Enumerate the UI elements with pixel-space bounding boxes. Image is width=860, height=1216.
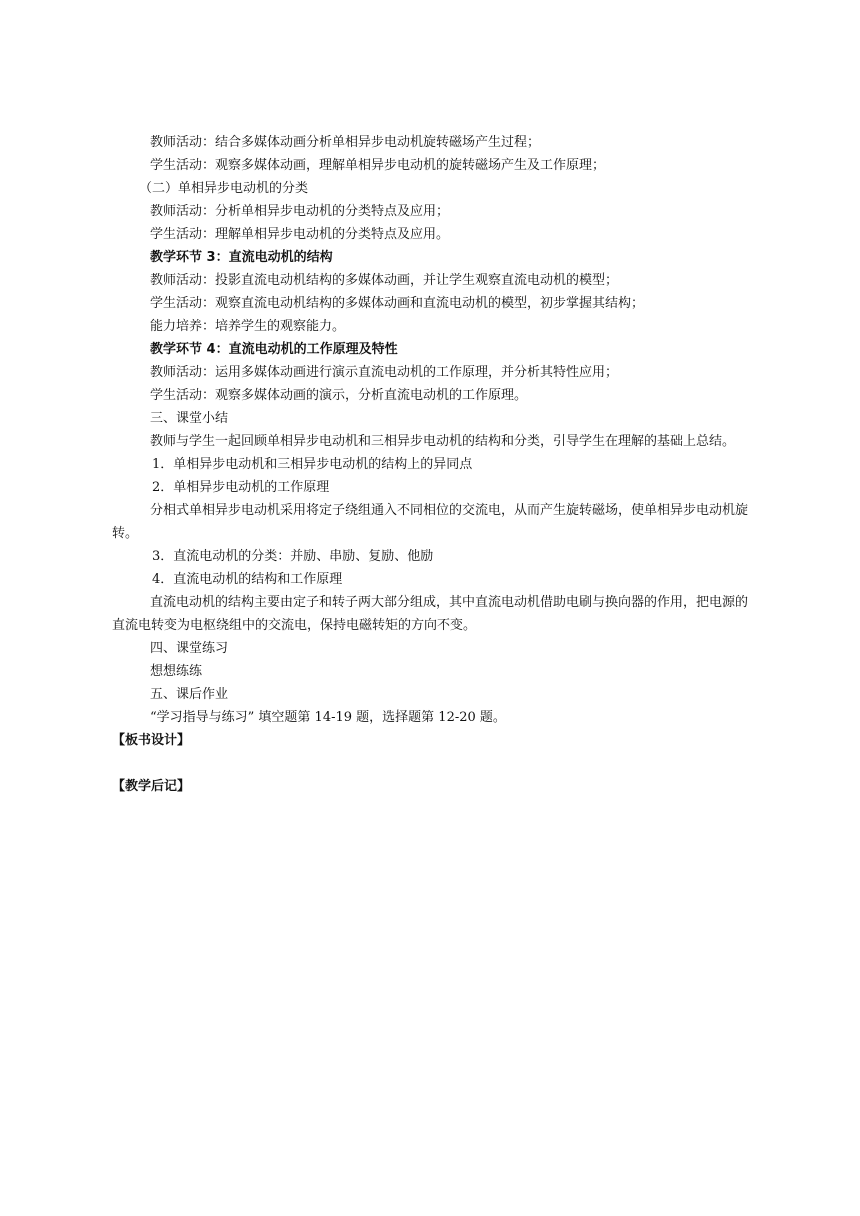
document-body xyxy=(112,131,748,798)
text-line: 想想练练 xyxy=(150,664,203,679)
list-item: 4．直流电动机的结构和工作原理 xyxy=(152,572,343,587)
paragraph: 分相式单相异步电动机采用将定子绕组通入不同相位的交流电，从而产生旋转磁场，使单相异步电动机旋转。 xyxy=(112,503,749,541)
paragraph: 直流电动机的结构主要由定子和转子两大部分组成，其中直流电动机借助电刷与换向器的作用，把电源的直流电转变为电枢绕组中的交流电，保持电磁转矩的方向不变。 xyxy=(112,595,749,633)
text-line: 能力培养：培养学生的观察能力。 xyxy=(150,319,346,334)
text-line: 教师活动：运用多媒体动画进行演示直流电动机的工作原理，并分析其特性应用； xyxy=(150,365,619,380)
section-heading: 教学环节 4：直流电动机的工作原理及特性 xyxy=(150,342,398,357)
text-line: 教师活动：结合多媒体动画分析单相异步电动机旋转磁场产生过程； xyxy=(150,135,541,150)
paragraph: 教师与学生一起回顾单相异步电动机和三相异步电动机的结构和分类，引导学生在理解的基础上总结。 xyxy=(150,434,736,449)
text-line: “学习指导与练习” 填空题第 14-19 题，选择题第 12-20 题。 xyxy=(150,710,506,725)
section-heading: 教学环节 3：直流电动机的结构 xyxy=(150,250,333,265)
blank-space xyxy=(112,752,748,775)
section-title: 三、课堂小结 xyxy=(150,411,229,426)
teaching-notes-heading: 【教学后记】 xyxy=(112,779,191,794)
board-design-heading: 【板书设计】 xyxy=(112,733,191,748)
text-line: 学生活动：理解单相异步电动机的分类特点及应用。 xyxy=(150,227,450,242)
section-subheading: （二）单相异步电动机的分类 xyxy=(139,181,309,196)
text-line: 学生活动：观察多媒体动画的演示，分析直流电动机的工作原理。 xyxy=(150,388,528,403)
list-item: 3．直流电动机的分类：并励、串励、复励、他励 xyxy=(152,549,434,564)
section-title: 五、课后作业 xyxy=(150,687,229,702)
text-line: 学生活动：观察多媒体动画，理解单相异步电动机的旋转磁场产生及工作原理； xyxy=(150,158,606,173)
text-line: 学生活动：观察直流电动机结构的多媒体动画和直流电动机的模型，初步掌握其结构； xyxy=(150,296,645,311)
section-title: 四、课堂练习 xyxy=(150,641,229,656)
text-line: 教师活动：分析单相异步电动机的分类特点及应用； xyxy=(150,204,450,219)
list-item: 1．单相异步电动机和三相异步电动机的结构上的异同点 xyxy=(152,457,473,472)
list-item: 2．单相异步电动机的工作原理 xyxy=(152,480,330,495)
text-line: 教师活动：投影直流电动机结构的多媒体动画，并让学生观察直流电动机的模型； xyxy=(150,273,619,288)
